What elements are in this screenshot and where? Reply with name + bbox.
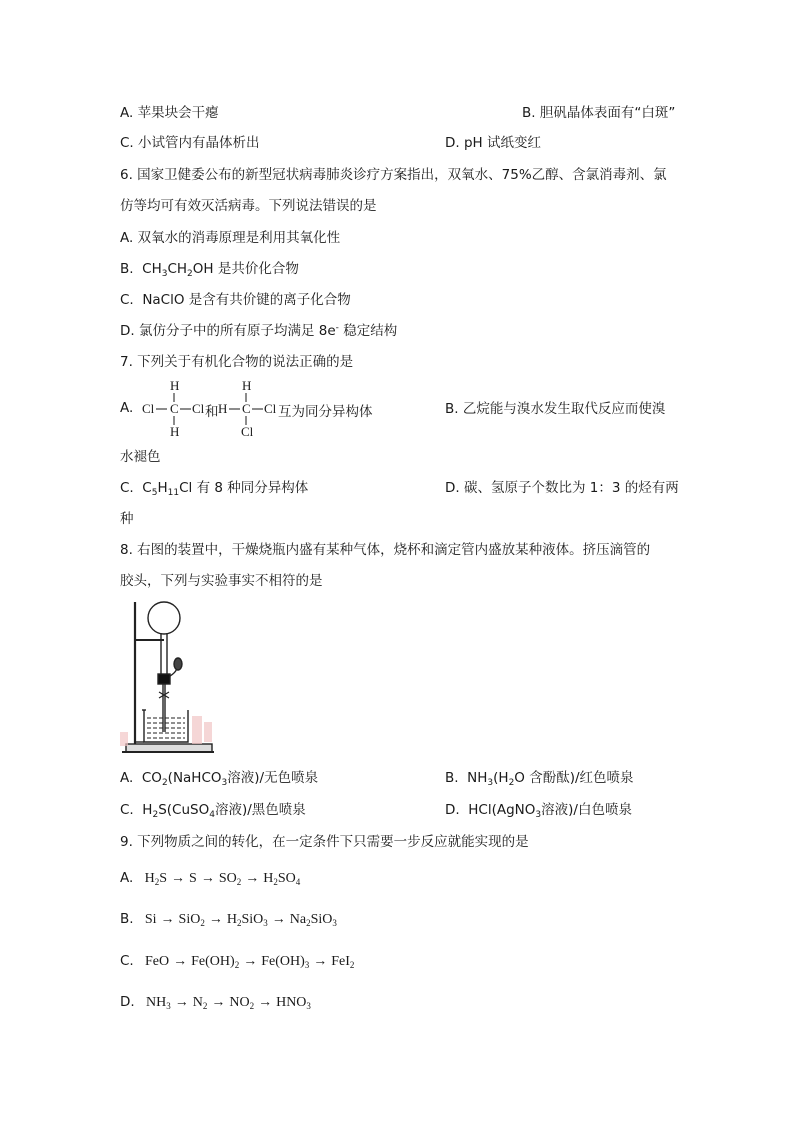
q9-option-b: [120, 910, 337, 929]
svg-text:H: H: [242, 378, 252, 393]
q7-option-d: D. 碳、氢原子个数比为 1：3 的烃有两: [445, 480, 679, 496]
q8-option-c: [120, 801, 306, 819]
q7-option-c-label: C.: [120, 480, 134, 496]
q7-stem: 7. 下列关于有机化合物的说法正确的是: [120, 354, 354, 370]
pentyl-chloride-formula: $C_5H_{11}Cl$: [138, 480, 193, 498]
q8-option-a-text: 溶液)/无色喷泉: [227, 770, 319, 786]
ethanol-formula: $CH_3CH_2OH$: [137, 261, 214, 279]
q8-option-c-label: C.: [120, 802, 134, 818]
q9-option-d-formula: $NH_3 \to N_2 \to NO_2 \to HNO_3$: [138, 995, 311, 1011]
svg-text:C: C: [170, 401, 179, 416]
q5-option-c: C. 小试管内有晶体析出: [120, 135, 260, 151]
q6-option-a: A. 双氧水的消毒原理是利用其氧化性: [120, 230, 341, 246]
q9-option-c-formula: FeO → $Fe(OH)_2 \to Fe(OH)_3 \to FeI_2$: [138, 954, 355, 970]
q6-stem-line1: 6. 国家卫健委公布的新型冠状病毒肺炎诊疗方案指出，双氧水、75%乙醇、含氯消毒剂、氯: [120, 167, 667, 183]
q9-stem: 9. 下列物质之间的转化，在一定条件下只需要一步反应就能实现的是: [120, 834, 529, 850]
q7-option-b-continued: 水褪色: [120, 449, 161, 465]
q7-option-c-text: 有 8 种同分异构体: [196, 480, 309, 496]
q9-option-d: [120, 993, 311, 1012]
q8-stem-line1: 8. 右图的装置中，干燥烧瓶内盛有某种气体，烧杯和滴定管内盛放某种液体。挤压滴管的: [120, 542, 651, 558]
q8-option-a-label: A.: [120, 770, 134, 786]
q7-option-a-text: 互为同分异构体: [278, 404, 373, 420]
q7-option-c: [120, 479, 308, 497]
fountain-apparatus-drawing: [118, 592, 218, 760]
svg-text:H: H: [170, 424, 180, 439]
q9-option-a-formula: $H_2S \to S \to SO_2 \to H_2SO_4$: [137, 871, 301, 887]
q8-option-b-text: 含酚酞)/红色喷泉: [529, 770, 634, 786]
q6-option-c: [120, 291, 351, 309]
q8-option-d: [445, 801, 632, 819]
fountain-apparatus-figure: [118, 592, 218, 760]
q9-option-b-formula: $Si \to SiO_2 \to H_2SiO_3 \to Na_2SiO_3$: [137, 912, 337, 928]
svg-text:Cl: Cl: [241, 424, 254, 439]
q5-option-d: D. pH 试纸变红: [445, 135, 541, 151]
q6-stem-line2: 仿等均可有效灭活病毒。下列说法错误的是: [120, 198, 377, 214]
q7-option-b: B. 乙烷能与溴水发生取代反应而使溴: [445, 401, 666, 417]
q6-option-b: [120, 260, 299, 278]
q8-option-c-text: 溶液)/黑色喷泉: [214, 802, 306, 818]
q9-option-a: [120, 869, 300, 888]
q6-option-b-label: B.: [120, 261, 134, 277]
q8-option-b: [445, 769, 634, 787]
q6-option-d-text: D. 氯仿分子中的所有原子均满足 8e: [120, 323, 336, 339]
q9-option-d-label: D.: [120, 994, 135, 1010]
q8-option-c-formula: $H_2S(CuSO_4$: [138, 802, 215, 820]
q8-option-d-label: D.: [445, 802, 460, 818]
svg-text:Cl: Cl: [192, 401, 205, 416]
svg-text:Cl: Cl: [264, 401, 277, 416]
q6-option-c-text: 是含有共价键的离子化合物: [188, 292, 351, 308]
q8-option-b-formula: $NH_3(H_2O$: [462, 770, 530, 788]
naclo-formula: NaClO: [142, 292, 185, 308]
q5-option-a: A. 苹果块会干瘪: [120, 105, 219, 121]
q8-option-d-text: 溶液)/白色喷泉: [541, 802, 632, 818]
q8-option-b-label: B.: [445, 770, 459, 786]
q6-option-d-text-end: 稳定结构: [338, 323, 398, 339]
q6-option-b-text: 是共价化合物: [217, 261, 299, 277]
q9-option-b-label: B.: [120, 911, 134, 927]
q8-option-a-formula: $CO_2(NaHCO_3$: [137, 770, 228, 788]
q7-option-a-join: 和: [205, 404, 219, 420]
q7-option-a-label: A.: [120, 400, 134, 416]
svg-text:Cl: Cl: [142, 401, 155, 416]
electron-superscript: -: [335, 323, 339, 333]
q5-option-b: B. 胆矾晶体表面有“白斑”: [522, 105, 676, 121]
q9-option-a-label: A.: [120, 870, 134, 886]
q7-option-a: [120, 378, 420, 440]
svg-text:C: C: [242, 401, 251, 416]
dichloromethane-structures: [120, 378, 420, 440]
q8-stem-line2: 胶头，下列与实验事实不相符的是: [120, 573, 323, 589]
q6-option-d: [120, 322, 397, 340]
q8-option-a: [120, 769, 318, 787]
svg-text:H: H: [170, 378, 180, 393]
q8-option-d-formula: HCl(AgNO$_3$: [463, 802, 542, 820]
q6-option-c-label: C.: [120, 292, 134, 308]
q7-option-d-continued: 种: [120, 511, 134, 527]
q9-option-c-label: C.: [120, 953, 134, 969]
svg-text:H: H: [218, 401, 228, 416]
q9-option-c: [120, 952, 354, 971]
